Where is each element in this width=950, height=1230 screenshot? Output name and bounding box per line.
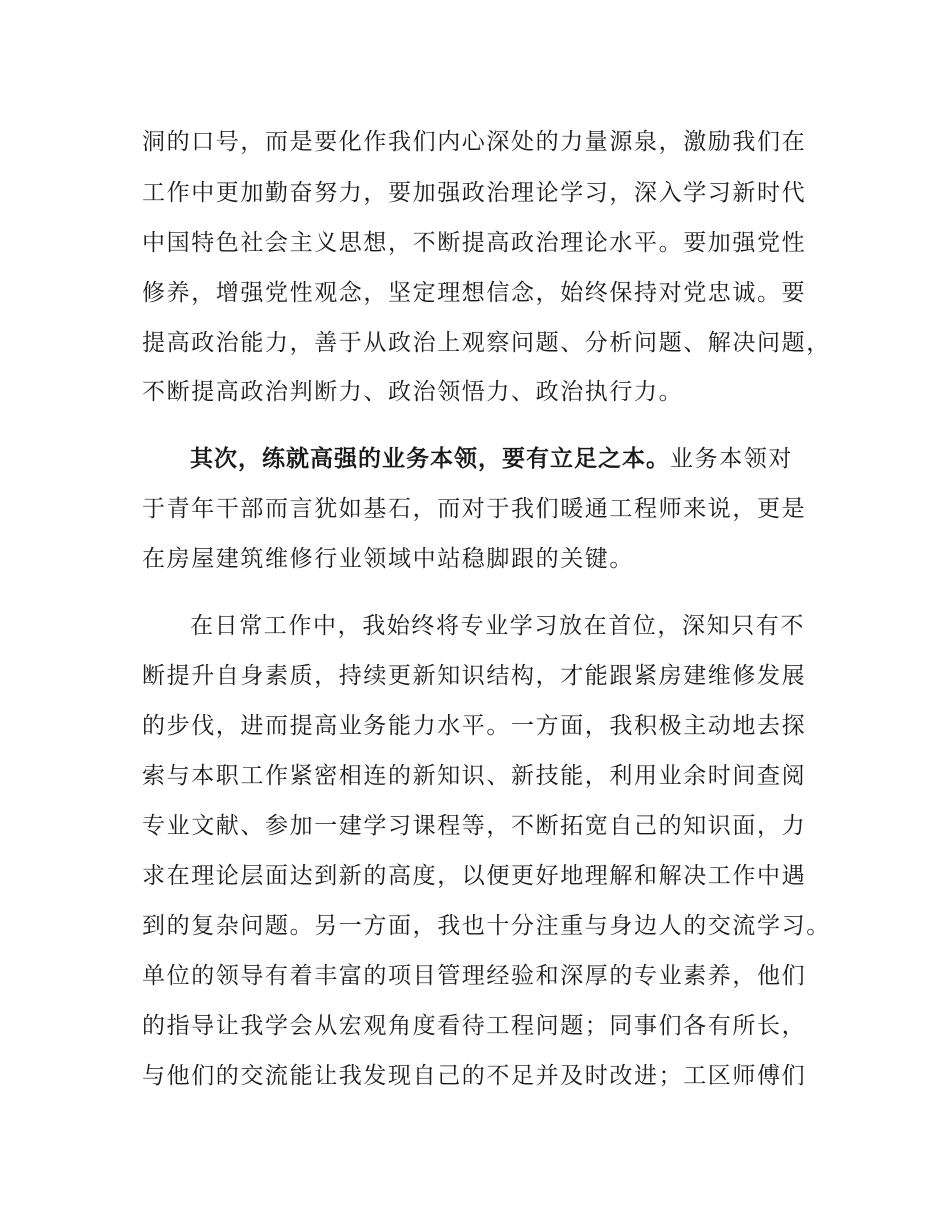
paragraph-2-line-3: 在房屋建筑维修行业领域中站稳脚跟的关键。 — [142, 546, 634, 572]
paragraph-3-line-7: 到的复杂问题。另一方面，我也十分注重与身边人的交流学习。 — [142, 913, 831, 939]
paragraph-3-line-10: 与他们的交流能让我发现自己的不足并及时改进；工区师傅们 — [142, 1063, 807, 1089]
paragraph-3-line-5: 专业文献、参加一建学习课程等，不断拓宽自己的知识面，力 — [142, 813, 807, 839]
paragraph-1-line-3: 中国特色社会主义思想，不断提高政治理论水平。要加强党性 — [142, 230, 807, 256]
paragraph-1-line-6: 不断提高政治判断力、政治领悟力、政治执行力。 — [142, 379, 684, 405]
paragraph-1-line-2: 工作中更加勤奋努力，要加强政治理论学习，深入学习新时代 — [142, 180, 807, 206]
paragraph-1-line-1: 洞的口号，而是要化作我们内心深处的力量源泉，激励我们在 — [142, 129, 807, 155]
paragraph-2-heading: 其次，练就高强的业务本领，要有立足之本。 — [190, 446, 670, 472]
paragraph-3-line-4: 索与本职工作紧密相连的新知识、新技能，利用业余时间查阅 — [142, 763, 807, 789]
paragraph-1-line-5: 提高政治能力，善于从政治上观察问题、分析问题、解决问题， — [142, 330, 831, 356]
paragraph-3-line-9: 的指导让我学会从宏观角度看待工程问题；同事们各有所长， — [142, 1013, 807, 1039]
paragraph-3-line-6: 求在理论层面达到新的高度，以便更好地理解和解决工作中遇 — [142, 863, 807, 889]
paragraph-2-line-2: 于青年干部而言犹如基石，而对于我们暖通工程师来说，更是 — [142, 496, 807, 522]
paragraph-3-line-3: 的步伐，进而提高业务能力水平。一方面，我积极主动地去探 — [142, 713, 807, 739]
paragraph-2-line-1 — [190, 441, 793, 477]
paragraph-3-line-8: 单位的领导有着丰富的项目管理经验和深厚的专业素养，他们 — [142, 963, 807, 989]
paragraph-1-line-4: 修养，增强党性观念，坚定理想信念，始终保持对党忠诚。要 — [142, 280, 807, 306]
paragraph-2-first-line-rest: 业务本领对 — [670, 446, 793, 472]
paragraph-3-line-2: 断提升自身素质，持续更新知识结构，才能跟紧房建维修发展 — [142, 663, 807, 689]
paragraph-3-line-1: 在日常工作中，我始终将专业学习放在首位，深知只有不 — [190, 613, 805, 639]
